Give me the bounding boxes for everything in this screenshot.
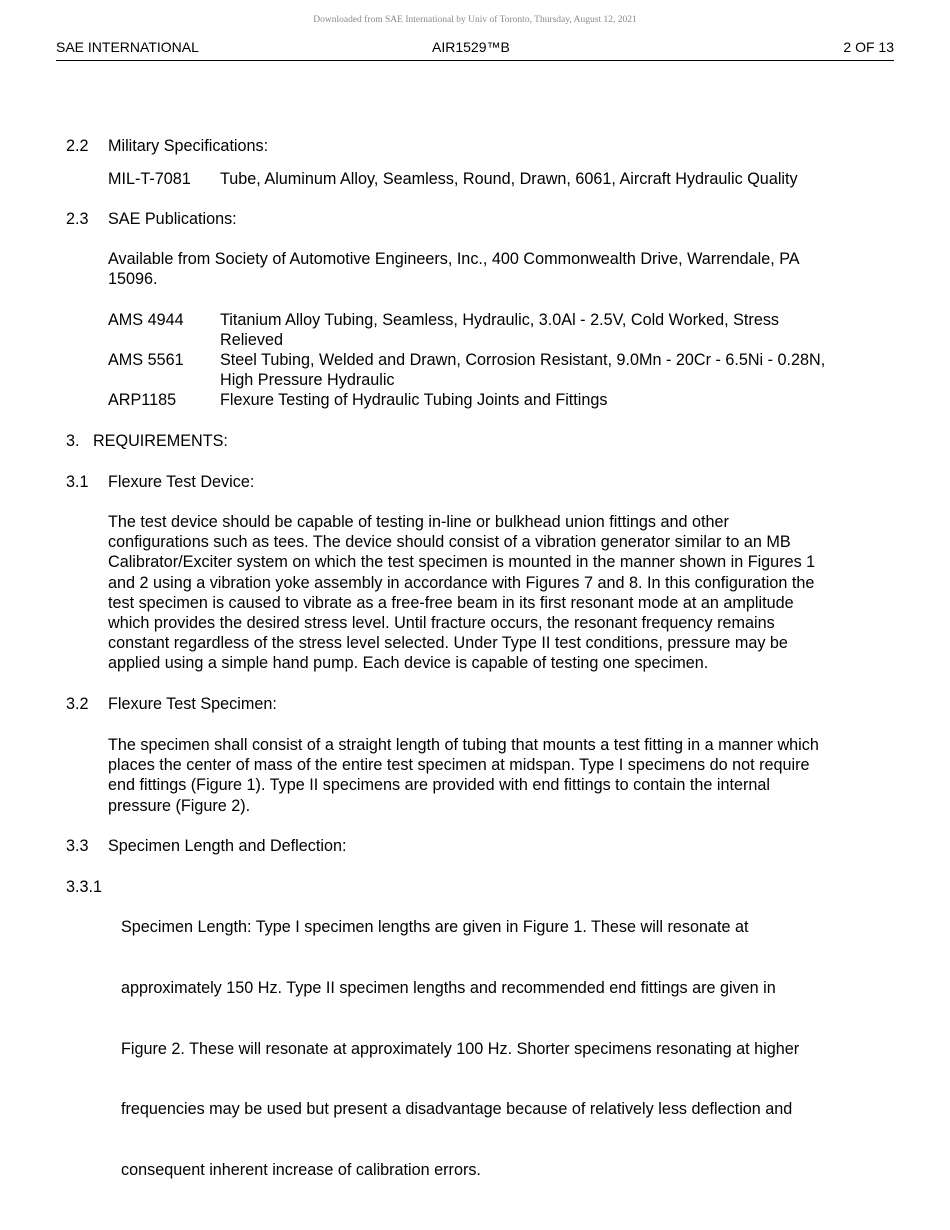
paragraph-line: test specimen is caused to vibrate as a free-free beam in its first resonant mode at an amplitude [108, 593, 794, 612]
header-page-number: 2 OF 13 [843, 39, 894, 55]
section-2-3-title: SAE Publications: [108, 210, 237, 228]
download-watermark: Downloaded from SAE International by Univ of Toronto, Thursday, August 12, 2021 [313, 15, 637, 25]
ref-description-line: Titanium Alloy Tubing, Seamless, Hydraulic, 3.0Al - 2.5V, Cold Worked, Stress [220, 311, 780, 329]
section-2-2-number: 2.2 [66, 137, 89, 155]
ref-code: ARP1185 [108, 391, 177, 409]
paragraph-line: frequencies may be used but present a disadvantage because of relatively less deflection and [121, 1100, 793, 1119]
paragraph-line: Figure 2. These will resonate at approximately 100 Hz. Shorter specimens resonating at higher [121, 1039, 800, 1058]
ref-description-line: Flexure Testing of Hydraulic Tubing Joints and Fittings [220, 391, 608, 409]
paragraph-line: approximately 150 Hz. Type II specimen lengths and recommended end fittings are given in [121, 979, 776, 998]
paragraph-line: applied using a simple hand pump. Each device is capable of testing one specimen. [108, 654, 709, 673]
paragraph-line: pressure (Figure 2). [108, 796, 251, 815]
section-3-2-paragraph [108, 735, 878, 816]
paragraph-line: end fittings (Figure 1). Type II specimens are provided with end fittings to contain the internal [108, 776, 770, 795]
paragraph-line: 15096. [108, 270, 158, 289]
ref-description-line: Steel Tubing, Welded and Drawn, Corrosion Resistant, 9.0Mn - 20Cr - 6.5Ni - 0.28N, [220, 351, 826, 369]
ref-description: Tube, Aluminum Alloy, Seamless, Round, Drawn, 6061, Aircraft Hydraulic Quality [220, 170, 798, 188]
section-3-1-paragraph [108, 512, 878, 674]
header-organization: SAE INTERNATIONAL [56, 39, 199, 55]
paragraph-line: and 2 using a vibration yoke assembly in accordance with Figures 7 and 8. In this configuration the [108, 573, 815, 592]
paragraph-line: constant regardless of the stress level selected. Under Type II test conditions, pressure may be [108, 634, 788, 653]
section-3-2-number: 3.2 [66, 695, 89, 713]
page-header [56, 39, 894, 61]
paragraph-line: Available from Society of Automotive Engineers, Inc., 400 Commonwealth Drive, Warrendale, PA [108, 250, 800, 268]
paragraph-line: The test device should be capable of testing in-line or bulkhead union fittings and other [108, 513, 729, 531]
paragraph-line: consequent inherent increase of calibration errors. [121, 1160, 481, 1179]
paragraph-line: configurations such as tees. The device should consist of a vibration generator similar to an MB [108, 533, 791, 552]
header-document-id: AIR1529™B [432, 39, 510, 55]
ref-code: AMS 5561 [108, 351, 184, 369]
ref-code: AMS 4944 [108, 311, 184, 329]
paragraph-line: Specimen Length: Type I specimen lengths are given in Figure 1. These will resonate at [121, 918, 749, 937]
ref-code: MIL-T-7081 [108, 170, 191, 188]
paragraph-line: which provides the desired stress level. Until fracture occurs, the resonant frequency remains [108, 614, 775, 633]
paragraph-line: places the center of mass of the entire test specimen at midspan. Type I specimens do not require [108, 756, 810, 775]
section-2-2-title: Military Specifications: [108, 137, 269, 155]
paragraph-line: Calibrator/Exciter system on which the test specimen is mounted in the manner shown in Figures 1 [108, 553, 816, 572]
section-2-3-number: 2.3 [66, 210, 89, 228]
section-3-2-title: Flexure Test Specimen: [108, 695, 277, 713]
availability-paragraph [108, 249, 878, 289]
section-3-3-1-paragraph [121, 877, 881, 1200]
ref-description-line: Relieved [220, 331, 283, 349]
section-3-3-number: 3.3 [66, 837, 89, 855]
section-3-1-title: Flexure Test Device: [108, 473, 255, 491]
section-3-heading: 3. REQUIREMENTS: [66, 432, 228, 450]
paragraph-line: The specimen shall consist of a straight length of tubing that mounts a test fitting in a manner which [108, 736, 819, 754]
section-3-3-title: Specimen Length and Deflection: [108, 837, 347, 855]
section-3-1-number: 3.1 [66, 473, 89, 491]
ref-description-line: High Pressure Hydraulic [220, 371, 395, 389]
section-3-3-1-number: 3.3.1 [66, 878, 103, 896]
